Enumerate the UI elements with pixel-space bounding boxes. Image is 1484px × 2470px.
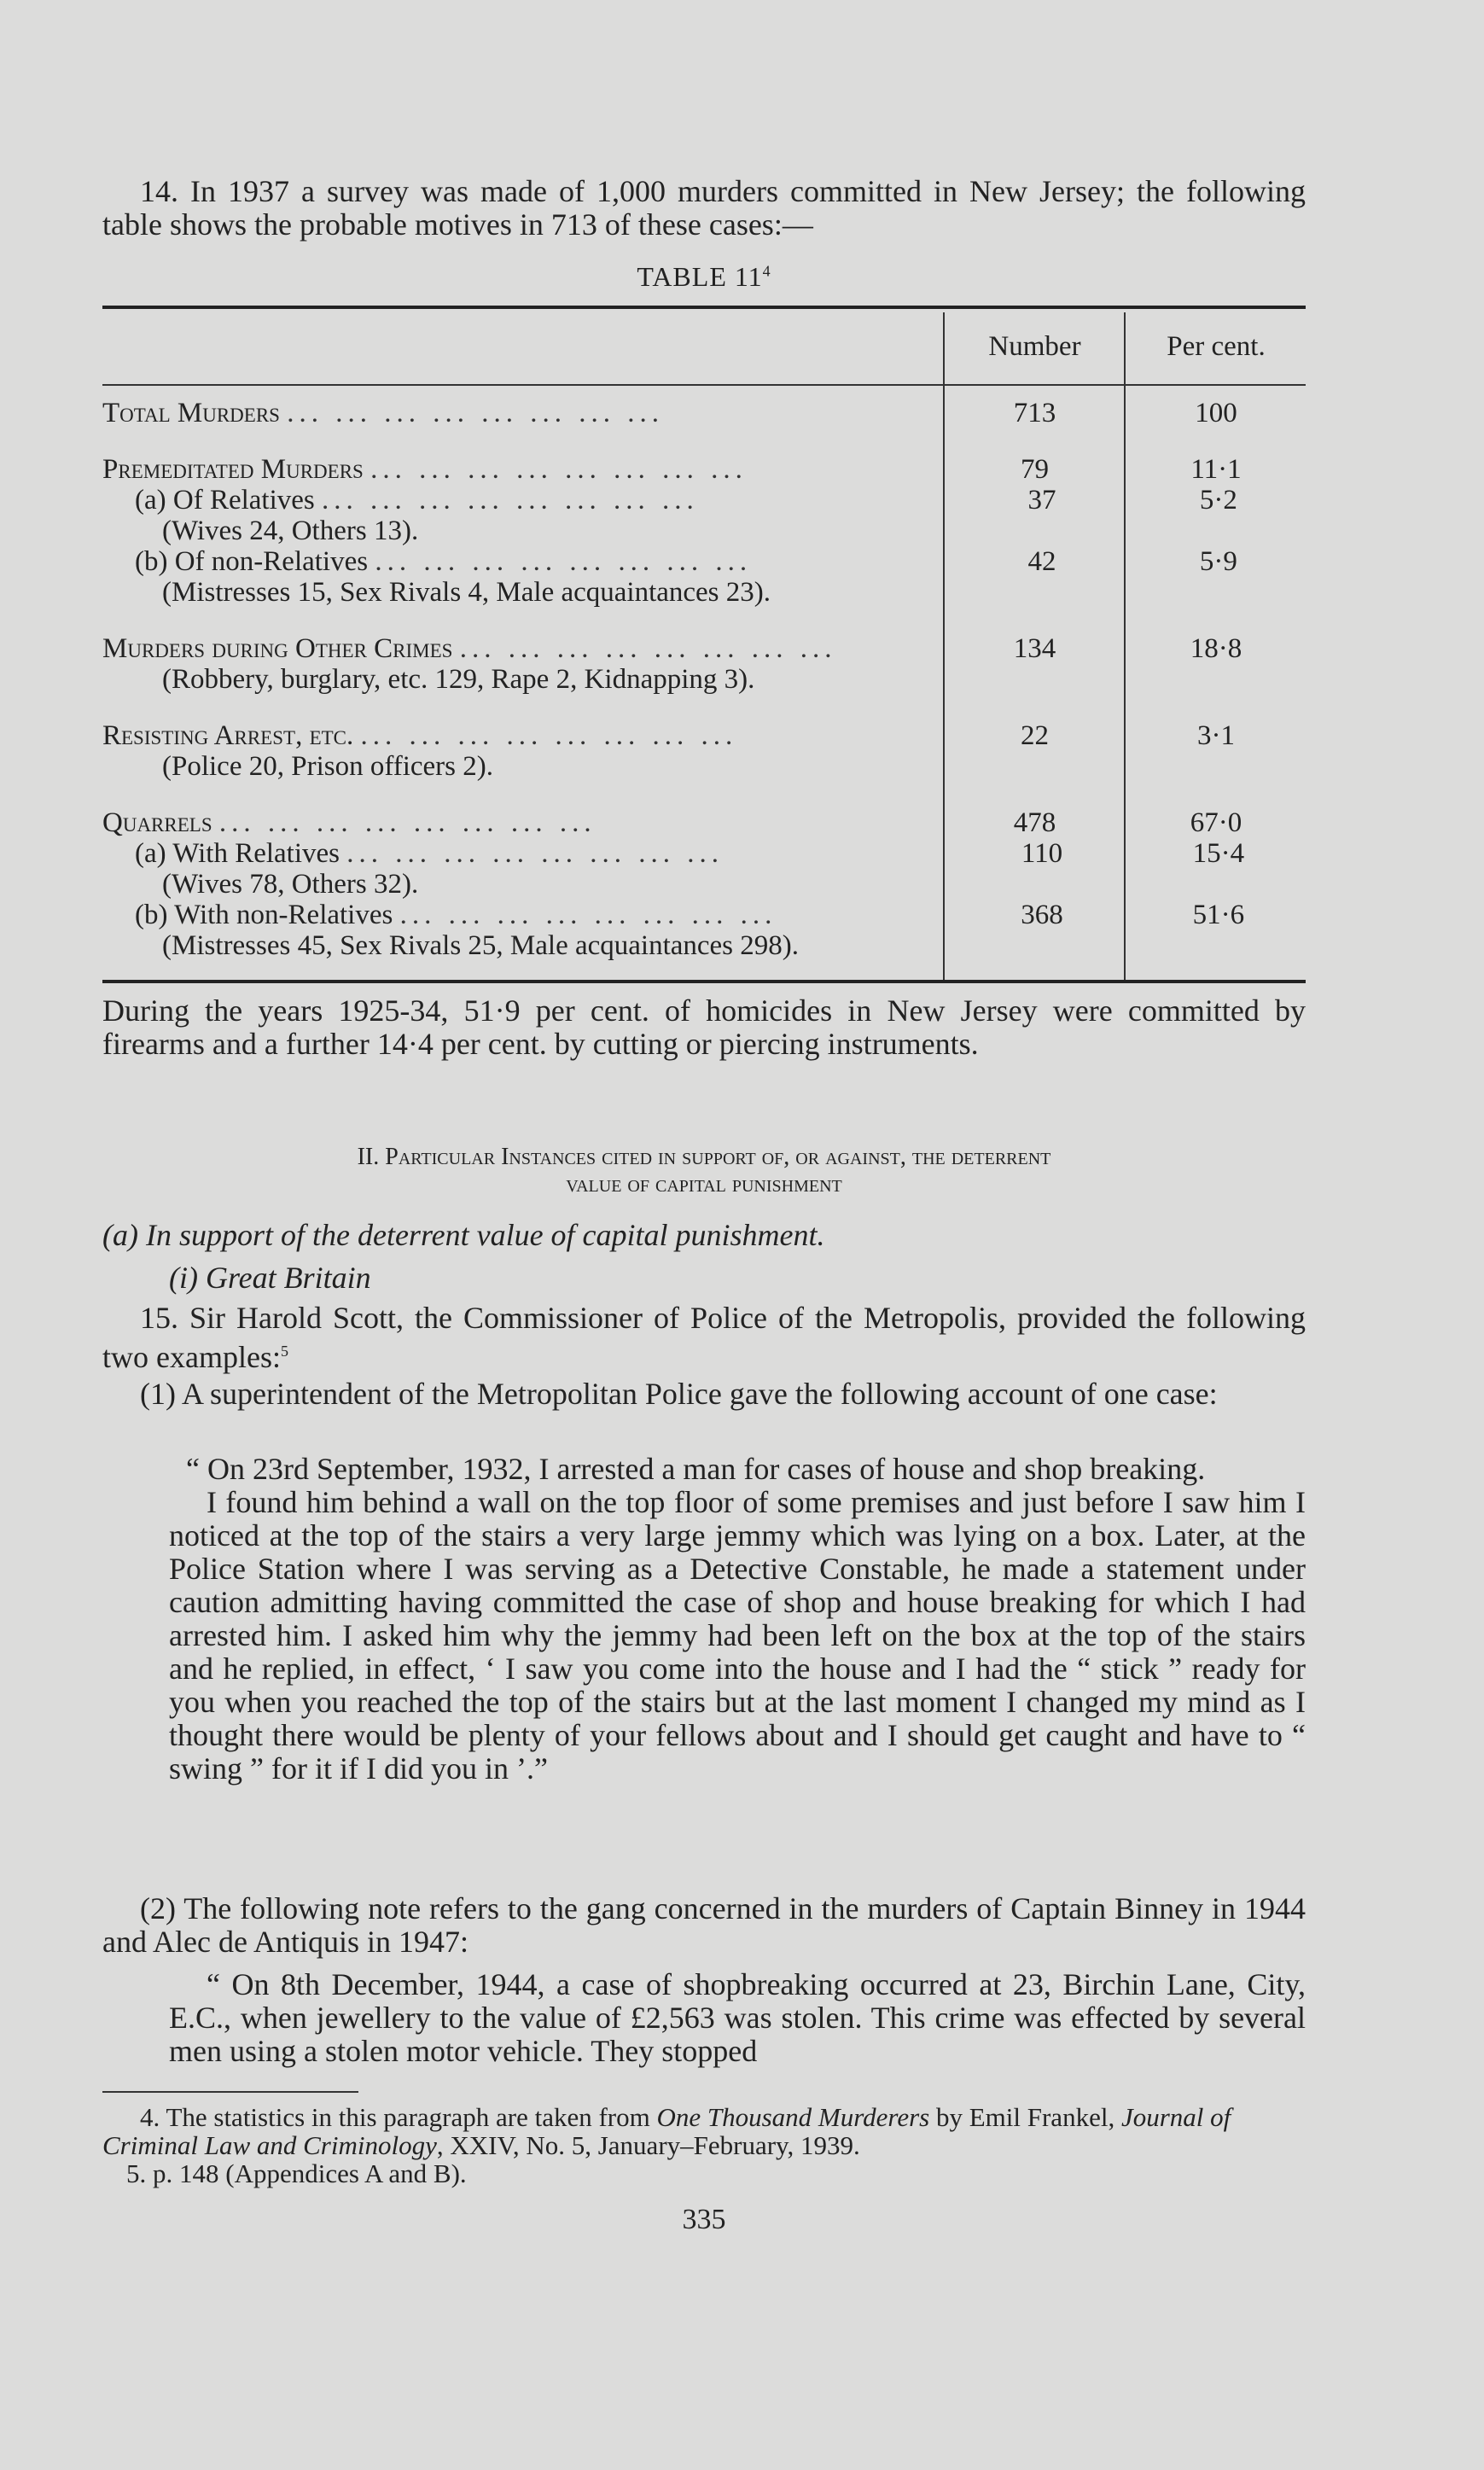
header-percent: Per cent. [1167, 330, 1266, 362]
table-row-note: (Wives 78, Others 32). [162, 869, 419, 900]
section-heading: II. Particular Instances cited in support of, or against, the deterrent value of capital punishment [357, 1144, 1051, 1197]
table-row: (b) With non-Relatives ... ... ... ... ... ... ... ... 368 51·6 [135, 900, 1245, 930]
table-column-divider [1124, 312, 1126, 980]
case-2-intro: (2) The following note refers to the gang concerned in the murders of Captain Binney in 1944 and Alec de Antiquis in 1947: [102, 1891, 1306, 1959]
table-column-divider [943, 312, 945, 980]
footnotes [102, 2103, 1306, 2187]
paragraph-14-text: 14. In 1937 a survey was made of 1,000 murders committed in New Jersey; the following table shows the probable motives in 713 of these cases:— [102, 174, 1306, 242]
paragraph-15: 15. Sir Harold Scott, the Commissioner of Police of the Metropolis, provided the following two examples:$^5$ [102, 1301, 1306, 1374]
table-row: Quarrels ... ... ... ... ... ... ... ... 478 67·0 [102, 807, 1242, 838]
table-bottom-rule [102, 980, 1306, 983]
table-row-note: (Robbery, burglary, etc. 129, Rape 2, Kidnapping 3). [162, 664, 755, 695]
firearms-paragraph [102, 994, 1306, 1061]
subheading-a: (a) In support of the deterrent value of capital punishment. [102, 1218, 825, 1252]
table-row: Premeditated Murders ... ... ... ... ... ... ... ... 79 11·1 [102, 454, 1242, 485]
table-row-note: (Wives 24, Others 13). [162, 516, 419, 546]
footnote-rule [102, 2091, 358, 2093]
page-number: 335 [682, 2204, 726, 2235]
table-row: (b) Of non-Relatives ... ... ... ... ... ... ... ... 42 5·9 [135, 546, 1237, 577]
case-1-quote: “ On 23rd September, 1932, I arrested a man for cases of house and shop breaking. I found him behind a wall on the top floor of some premises and just before I saw him I noticed at the top of the stairs a very large jemmy which was lying on a box. Later, at the Police Station where I was serving as a Detective Constable, he made a statement under caution admitting having committed the case of shop and house breaking for which I had arrested him. I asked him why the jemmy had been left on the box at the top of the stairs and he replied, in effect, ‘ I saw you come into the house and I had the “ stick ” ready for you when you reached the top of the stairs but at the last moment I changed my mind as I thought there would be plenty of your fellows about and I should get caught and have to “ swing ” for it if I did you in ’.” [169, 1452, 1306, 1786]
table-row: Total Murders ... ... ... ... ... ... ... ... 713 100 [102, 398, 1237, 428]
footnote-5: 5. p. 148 (Appendices A and B). [126, 2158, 467, 2188]
subheading-i: (i) Great Britain [169, 1261, 371, 1295]
table-row: Murders during Other Crimes ... ... ... ... ... ... ... ... 134 18·8 [102, 633, 1242, 664]
table-row-note: (Police 20, Prison officers 2). [162, 751, 493, 782]
paragraph-14 [102, 175, 1306, 242]
table-row: (a) Of Relatives ... ... ... ... ... ... ... ... 37 5·2 [135, 485, 1237, 516]
header-number: Number [988, 330, 1081, 362]
firearms-paragraph-text: During the years 1925-34, 51·9 per cent. of homicides in New Jersey were committed by firearms and a further 14·4 per cent. by cutting or piercing instruments. [102, 993, 1306, 1061]
case-2-quote: “ On 8th December, 1944, a case of shopbreaking occurred at 23, Birchin Lane, City, E.C., when jewellery to the value of £2,563 was stolen. This crime was effected by several men using a stolen motor vehicle. They stopped [169, 1967, 1306, 2068]
motives-table [102, 306, 1306, 983]
table-row: Resisting Arrest, etc. ... ... ... ... ... ... ... ... 22 3·1 [102, 720, 1235, 751]
table-row-note: (Mistresses 45, Sex Rivals 25, Male acquaintances 298). [162, 930, 800, 961]
footnote-4: 4. The statistics in this paragraph are taken from One Thousand Murderers by Emil Frankel, Journal of Criminal Law and Criminology, XXIV, No. 5, January–February, 1939. [102, 2102, 1231, 2160]
table-body [102, 309, 1306, 980]
table-title: TABLE $11^4$ [637, 261, 771, 292]
table-row: (a) With Relatives ... ... ... ... ... ... ... ... 110 15·4 [135, 838, 1245, 869]
case-1-intro: (1) A superintendent of the Metropolitan Police gave the following account of one case: [140, 1377, 1218, 1411]
table-row-note: (Mistresses 15, Sex Rivals 4, Male acquaintances 23). [162, 577, 771, 608]
